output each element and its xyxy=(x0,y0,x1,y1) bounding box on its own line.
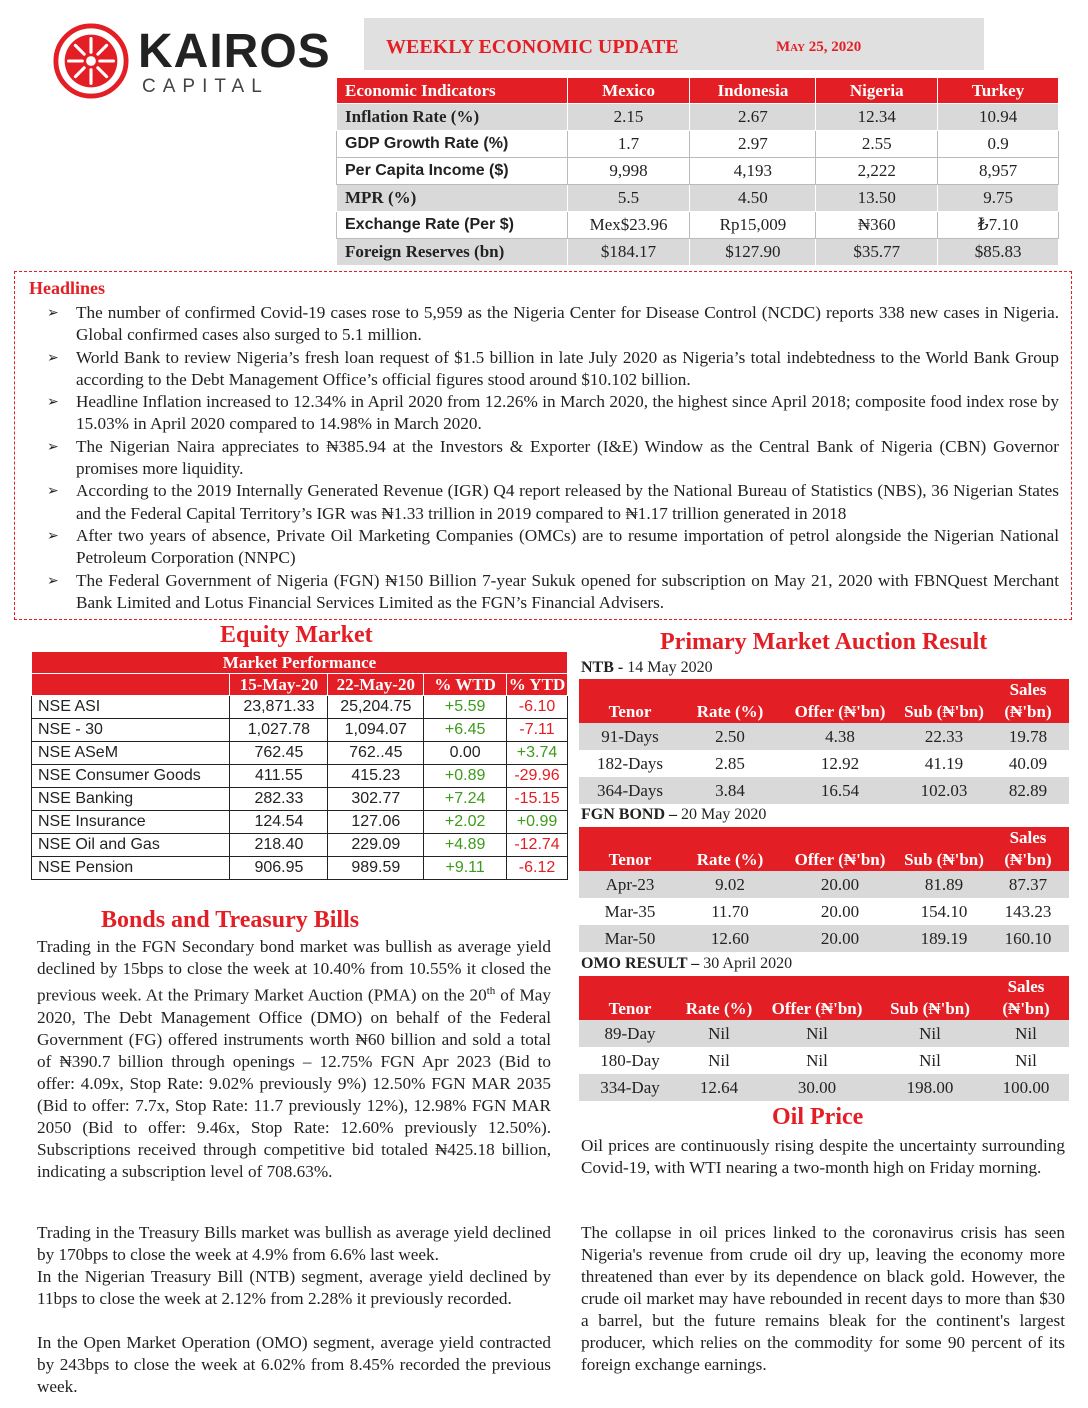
ntb-table xyxy=(579,679,1069,804)
table-header-row xyxy=(579,827,1069,871)
ntb-label-text: NTB - xyxy=(581,659,624,676)
cell: ₦360 xyxy=(816,212,938,239)
index-name: NSE ASI xyxy=(32,696,230,719)
cell: 100.00 xyxy=(983,1074,1069,1101)
table-row xyxy=(32,788,568,811)
cell: 762.45 xyxy=(230,742,328,765)
headline-item xyxy=(47,436,1059,481)
bonds-p1-b: of May 2020, The Debt Management Office (DMO) on behalf of the Federal Government (FG) offered instruments worth ₦60 billion and sold a total of ₦390.7 billion through openings – 12.75% FGN Apr 2023 (Bid to offer: 4.09x, Stop Rate: 9.02% previously 9%) 12.50% FGN MAR 2035 (Bid to offer: 7.7x, Stop Rate: 11.7 previously 12%), 12.98% FGN MAR 2050 (Bid to offer: 9.46x, Stop Rate: 12.60% previously 12.50%). Subscriptions received through competitive bid totaled ₦425.18 billion, indicating a subscription level of 708.63%. xyxy=(37,985,551,1181)
economic-indicators-table xyxy=(336,77,1059,266)
table-row xyxy=(579,1047,1069,1074)
bonds-title: Bonds and Treasury Bills xyxy=(101,907,360,933)
cell: 0.9 xyxy=(938,131,1059,158)
headlines-list xyxy=(47,302,1059,614)
cell: 20.00 xyxy=(820,901,860,921)
cell: 19.78 xyxy=(987,723,1069,750)
table-row xyxy=(337,104,1059,131)
header-cell: Sub (₦'bn) xyxy=(901,827,987,871)
equity-market-title: Equity Market xyxy=(220,622,373,648)
cell: 11.70 xyxy=(711,901,749,921)
index-name: NSE Oil and Gas xyxy=(32,834,230,857)
header-cell: Rate (%) xyxy=(681,827,779,871)
headline-text: World Bank to review Nigeria’s fresh loan request of $1.5 billion in late July 2020 as Nigeria’s total indebtedness to the World Bank Group according to the Debt Management Office’s official figures stood around $10.102 billion. xyxy=(76,347,1059,389)
table-row xyxy=(337,212,1059,239)
cell: Nil xyxy=(1015,1050,1037,1070)
cell: 41.19 xyxy=(924,753,964,773)
header-cell: Sales (₦'bn) xyxy=(987,827,1069,871)
header-cell: Offer (₦'bn) xyxy=(757,976,877,1020)
cell: 189.19 xyxy=(901,925,987,952)
row-label: Inflation Rate (%) xyxy=(337,104,568,131)
wtd-cell: +5.59 xyxy=(424,696,507,719)
cell: 40.09 xyxy=(1008,753,1048,773)
table-row xyxy=(32,719,568,742)
cell: $35.77 xyxy=(816,239,938,266)
table-header-row xyxy=(579,679,1069,723)
cell: 12.60 xyxy=(681,925,779,952)
cell: Nil xyxy=(681,1020,757,1047)
table-row xyxy=(579,1020,1069,1047)
cell: 23,871.33 xyxy=(230,696,328,719)
cell: 282.33 xyxy=(230,788,328,811)
headlines-title: Headlines xyxy=(29,278,106,298)
header-cell: Offer (₦'bn) xyxy=(779,827,901,871)
table-row xyxy=(32,742,568,765)
arrow-bullet-icon: ➢ xyxy=(47,438,59,455)
wtd-cell: +7.24 xyxy=(424,788,507,811)
cell: 1,027.78 xyxy=(230,719,328,742)
equity-market-table xyxy=(31,651,568,880)
cell: 198.00 xyxy=(877,1074,983,1101)
headline-item xyxy=(47,480,1059,525)
cell: Nil xyxy=(757,1020,877,1047)
header-cell: Offer (₦'bn) xyxy=(779,679,901,723)
header-cell: Economic Indicators xyxy=(337,78,568,104)
header-cell: % WTD xyxy=(424,674,507,696)
table-row xyxy=(32,857,568,880)
table-row xyxy=(337,158,1059,185)
arrow-bullet-icon: ➢ xyxy=(47,483,59,500)
header-cell: 15-May-20 xyxy=(230,674,328,696)
cell: 154.10 xyxy=(920,901,968,921)
header-cell: Rate (%) xyxy=(681,679,779,723)
kairos-logo xyxy=(52,22,332,102)
cell: 2.55 xyxy=(816,131,938,158)
table-row xyxy=(32,696,568,719)
table-caption-row xyxy=(32,652,568,674)
arrow-bullet-icon: ➢ xyxy=(47,527,59,544)
cell: 2.50 xyxy=(681,723,779,750)
cell: 12.92 xyxy=(820,753,860,773)
ytd-cell: -12.74 xyxy=(507,834,568,857)
cell: 160.10 xyxy=(987,925,1069,952)
ntb-date: 14 May 2020 xyxy=(627,659,713,676)
headline-text: The Federal Government of Nigeria (FGN) ₦150 Billion 7-year Sukuk opened for subscription on May 21, 2020 with FBNQuest Merchant Bank Limited and Lotus Financial Services Limited as the FGN’s Financial Advisers. xyxy=(76,570,1059,612)
bonds-paragraph-1 xyxy=(37,936,551,1183)
cell: 12.34 xyxy=(816,104,938,131)
bonds-paragraph-4: In the Open Market Operation (OMO) segment, average yield contracted by 243bps to close the week at 6.02% from 8.45% recorded the previous week. xyxy=(37,1333,551,1396)
cell: 81.89 xyxy=(901,871,987,898)
cell: 9.02 xyxy=(681,871,779,898)
oil-paragraph-1: Oil prices are continuously rising despite the uncertainty surrounding Covid-19, with WTI nearing a two-month high on Friday morning. xyxy=(581,1136,1065,1177)
header-band xyxy=(364,18,984,70)
index-name: NSE Pension xyxy=(32,857,230,880)
table-row xyxy=(32,765,568,788)
cell: $127.90 xyxy=(690,239,816,266)
cell: 82.89 xyxy=(987,777,1069,804)
cell: Nil xyxy=(877,1020,983,1047)
logo-subtitle: CAPITAL xyxy=(142,76,269,97)
cell: 5.5 xyxy=(567,185,690,212)
cell: 20.00 xyxy=(779,925,901,952)
report-date: May 25, 2020 xyxy=(776,39,862,55)
cell: 1,094.07 xyxy=(328,719,424,742)
cell: 4.38 xyxy=(779,723,901,750)
index-name: NSE Insurance xyxy=(32,811,230,834)
cell: 102.03 xyxy=(901,777,987,804)
index-name: NSE Banking xyxy=(32,788,230,811)
index-name: NSE - 30 xyxy=(32,719,230,742)
table-header-row xyxy=(337,78,1059,104)
cell: 89-Day xyxy=(579,1020,681,1047)
header-cell: Turkey xyxy=(938,78,1059,104)
headline-item xyxy=(47,391,1059,436)
cell: 2,222 xyxy=(816,158,938,185)
table-row xyxy=(579,898,1069,925)
oil-price-title: Oil Price xyxy=(772,1104,864,1130)
header-cell: Sales (₦'bn) xyxy=(987,679,1069,723)
table-header-row xyxy=(579,976,1069,1020)
header-cell: Rate (%) xyxy=(681,976,757,1020)
cell: 22.33 xyxy=(901,723,987,750)
ytd-cell: -7.11 xyxy=(507,719,568,742)
index-name: NSE Consumer Goods xyxy=(32,765,230,788)
omo-label xyxy=(581,955,792,973)
ntb-label xyxy=(581,659,713,677)
table-row xyxy=(337,185,1059,212)
table-header-row xyxy=(32,674,568,696)
cell: 8,957 xyxy=(938,158,1059,185)
table-row xyxy=(337,131,1059,158)
table-row xyxy=(579,777,1069,804)
fgn-date: 20 May 2020 xyxy=(681,806,767,823)
bonds-p1-sup: th xyxy=(486,985,496,997)
table-row xyxy=(579,871,1069,898)
cell: ₺7.10 xyxy=(938,212,1059,239)
market-performance-caption: Market Performance xyxy=(32,652,568,674)
cell: Nil xyxy=(806,1050,828,1070)
bonds-paragraph-2: Trading in the Treasury Bills market was bullish as average yield declined by 170bps to close the week at 4.9% from 6.6% last week. xyxy=(37,1223,551,1264)
cell: Apr-23 xyxy=(579,871,681,898)
primary-market-title: Primary Market Auction Result xyxy=(660,629,988,655)
table-row xyxy=(579,723,1069,750)
cell: 9,998 xyxy=(567,158,690,185)
cell: 762..45 xyxy=(328,742,424,765)
cell: 143.23 xyxy=(1004,901,1052,921)
cell: 3.84 xyxy=(681,777,779,804)
header-cell: Mexico xyxy=(567,78,690,104)
cell: 180-Day xyxy=(600,1050,660,1070)
cell: Mex$23.96 xyxy=(567,212,690,239)
headline-text: According to the 2019 Internally Generated Revenue (IGR) Q4 report released by the National Bureau of Statistics (NBS), 36 Nigerian States and the Federal Capital Territory’s IGR was ₦1.33 trillion in 2019 compared to ₦1.17 trillion generated in 2018 xyxy=(76,481,1059,523)
cell: 25,204.75 xyxy=(328,696,424,719)
headline-text: After two years of absence, Private Oil Marketing Companies (OMCs) are to resume importation of petrol alongside the Nigerian National Petroleum Corporation (NNPC) xyxy=(76,525,1059,568)
header-cell: Tenor xyxy=(579,679,681,723)
cell: 2.15 xyxy=(567,104,690,131)
ytd-cell: -15.15 xyxy=(507,788,568,811)
cell: 91-Days xyxy=(579,723,681,750)
cell: $184.17 xyxy=(567,239,690,266)
table-row xyxy=(579,750,1069,777)
headline-text: Headline Inflation increased to 12.34% in April 2020 from 12.26% in March 2020, the highest since April 2018; composite food index rose by 15.03% in April 2020 compared to 14.98% in March 2020. xyxy=(76,392,1059,434)
headline-item xyxy=(47,525,1059,570)
header-cell: Tenor xyxy=(579,976,681,1020)
cell: Mar-50 xyxy=(579,925,681,952)
kairos-logo-icon xyxy=(52,22,130,100)
cell: Mar-35 xyxy=(604,901,656,921)
header-cell: Sub (₦'bn) xyxy=(877,976,983,1020)
wtd-cell: +6.45 xyxy=(424,719,507,742)
cell: 2.97 xyxy=(690,131,816,158)
bonds-paragraph-3: In the Nigerian Treasury Bill (NTB) segment, average yield declined by 11bps to close the week at 2.12% from 2.28% it previously recorded. xyxy=(37,1267,551,1308)
ytd-cell: +3.74 xyxy=(507,742,568,765)
fgn-label-text: FGN BOND – xyxy=(581,806,677,823)
cell: 334-Day xyxy=(579,1074,681,1101)
cell: 10.94 xyxy=(938,104,1059,131)
table-row xyxy=(32,834,568,857)
cell: 906.95 xyxy=(230,857,328,880)
cell: 364-Days xyxy=(579,777,681,804)
cell: Nil xyxy=(983,1020,1069,1047)
index-name: NSE ASeM xyxy=(32,742,230,765)
cell: 302.77 xyxy=(328,788,424,811)
cell: 16.54 xyxy=(779,777,901,804)
wtd-cell: +9.11 xyxy=(424,857,507,880)
table-row xyxy=(579,925,1069,952)
ytd-cell: +0.99 xyxy=(507,811,568,834)
row-label: Per Capita Income ($) xyxy=(337,158,568,185)
cell: 4,193 xyxy=(690,158,816,185)
ytd-cell: -29.96 xyxy=(507,765,568,788)
fgn-bond-table xyxy=(579,827,1069,952)
cell: 87.37 xyxy=(987,871,1069,898)
arrow-bullet-icon: ➢ xyxy=(47,349,59,366)
fgn-bond-label xyxy=(581,806,766,824)
arrow-bullet-icon: ➢ xyxy=(47,394,59,411)
row-label: Exchange Rate (Per $) xyxy=(337,212,568,239)
headline-text: The Nigerian Naira appreciates to ₦385.94 at the Investors & Exporter (I&E) Window as the Central Bank of Nigeria (CBN) Governor promises more liquidity. xyxy=(76,436,1059,479)
row-label: MPR (%) xyxy=(337,185,568,212)
arrow-bullet-icon: ➢ xyxy=(47,305,59,321)
header-cell xyxy=(32,674,230,696)
cell: 12.64 xyxy=(681,1074,757,1101)
omo-date: 30 April 2020 xyxy=(703,955,793,972)
row-label: Foreign Reserves (bn) xyxy=(337,239,568,266)
table-row xyxy=(337,239,1059,266)
omo-label-text: OMO RESULT – xyxy=(581,955,700,972)
header-cell: % YTD xyxy=(507,674,568,696)
cell: 218.40 xyxy=(230,834,328,857)
row-label: GDP Growth Rate (%) xyxy=(337,131,568,158)
cell: 124.54 xyxy=(230,811,328,834)
cell: 989.59 xyxy=(328,857,424,880)
header-cell: Sub (₦'bn) xyxy=(901,679,987,723)
headline-text: The number of confirmed Covid-19 cases rose to 5,959 as the Nigeria Center for Disease Control (NCDC) reports 338 new cases in Nigeria. Global confirmed cases also surged to 5.1 million. xyxy=(76,303,1059,345)
header-cell: Tenor xyxy=(579,827,681,871)
cell: $85.83 xyxy=(938,239,1059,266)
cell: Nil xyxy=(919,1050,941,1070)
cell: 4.50 xyxy=(690,185,816,212)
cell: 2.67 xyxy=(690,104,816,131)
cell: 229.09 xyxy=(328,834,424,857)
cell: 182-Days xyxy=(596,753,664,773)
ytd-cell: -6.12 xyxy=(507,857,568,880)
header-cell: Nigeria xyxy=(816,78,938,104)
arrow-bullet-icon: ➢ xyxy=(47,572,59,589)
headline-item xyxy=(47,302,1059,347)
logo-name: KAIROS xyxy=(138,25,331,78)
cell: 2.85 xyxy=(715,753,745,773)
cell: 20.00 xyxy=(779,871,901,898)
headline-item xyxy=(47,347,1059,392)
oil-paragraph-2: The collapse in oil prices linked to the coronavirus crisis has seen Nigeria's revenue from crude oil dry up, leaving the economy more threatened than ever by its dependence on black gold. However, the crude oil market may have rebounded in recent days to more than $30 a barrel, but the future remains bleak for the continent's largest producer, which relies on the commodity for some 90 percent of its foreign exchange earnings. xyxy=(581,1223,1065,1374)
headline-item xyxy=(47,570,1059,615)
cell: Rp15,009 xyxy=(690,212,816,239)
cell: 1.7 xyxy=(567,131,690,158)
cell: 30.00 xyxy=(757,1074,877,1101)
header-cell: Indonesia xyxy=(690,78,816,104)
wtd-cell: +2.02 xyxy=(424,811,507,834)
wtd-cell: 0.00 xyxy=(424,742,507,765)
cell: 13.50 xyxy=(816,185,938,212)
ytd-cell: -6.10 xyxy=(507,696,568,719)
table-row xyxy=(579,1074,1069,1101)
cell: 9.75 xyxy=(938,185,1059,212)
cell: 415.23 xyxy=(328,765,424,788)
header-cell: Sales (₦'bn) xyxy=(983,976,1069,1020)
cell: Nil xyxy=(708,1050,730,1070)
header-cell: 22-May-20 xyxy=(328,674,424,696)
report-title: WEEKLY ECONOMIC UPDATE xyxy=(386,36,679,58)
headlines-box xyxy=(14,271,1072,620)
bonds-p1-a: Trading in the FGN Secondary bond market was bullish as average yield declined by 15bps to close the week at 10.40% from 10.55% it closed the previous week. At the Primary Market Auction (PMA) on the 20 xyxy=(37,937,551,1005)
cell: 127.06 xyxy=(328,811,424,834)
wtd-cell: +4.89 xyxy=(424,834,507,857)
cell: 411.55 xyxy=(230,765,328,788)
table-row xyxy=(32,811,568,834)
wtd-cell: +0.89 xyxy=(424,765,507,788)
omo-table xyxy=(579,976,1069,1101)
